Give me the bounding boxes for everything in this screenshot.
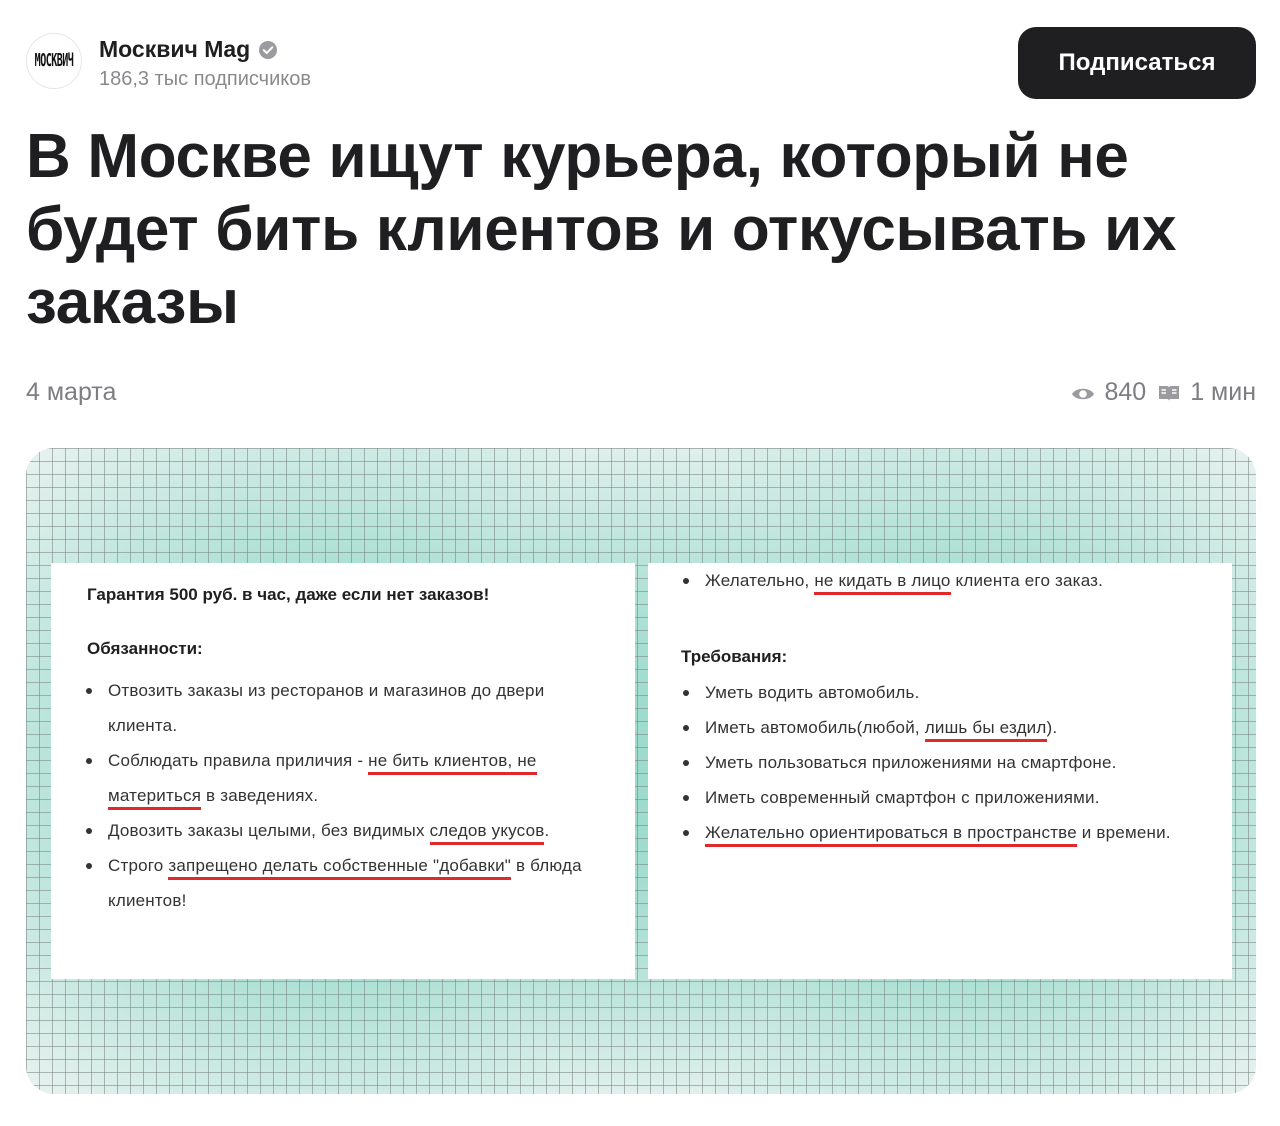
job-ad-left-panel	[51, 563, 635, 979]
requirements-heading: Требования:	[681, 647, 788, 666]
channel-name[interactable]	[99, 36, 278, 63]
list-text: Соблюдать правила приличия -	[108, 751, 369, 770]
list-text: Желательно,	[705, 571, 815, 590]
list-text: Иметь современный смартфон с приложениями.	[705, 788, 1100, 807]
guarantee-text: Гарантия 500 руб. в час, даже если нет заказов!	[87, 585, 490, 604]
list-item	[84, 813, 604, 848]
channel-avatar[interactable]	[26, 33, 82, 89]
list-item	[681, 675, 1201, 710]
read-time-stat	[1156, 378, 1256, 407]
list-text: в блюда клиентов!	[108, 856, 582, 910]
article-meta	[26, 374, 1256, 410]
list-item	[681, 745, 1201, 780]
list-text: Довозить заказы целыми, без видимых	[108, 821, 430, 840]
list-item	[84, 848, 604, 918]
views-count: 840	[1104, 378, 1147, 406]
list-item	[681, 815, 1201, 850]
list-text: Отвозить заказы из ресторанов и магазинов до двери клиента.	[108, 681, 545, 735]
views-stat	[1070, 378, 1146, 407]
underlined-text: следов укусов	[430, 821, 545, 845]
list-item	[681, 563, 1201, 598]
avatar-logo-text: МОСКВИЧ	[34, 51, 74, 71]
publish-date: 4 марта	[26, 378, 117, 406]
list-text: ).	[1046, 718, 1058, 737]
duties-list	[84, 673, 604, 918]
list-item	[681, 710, 1201, 745]
list-text: и времени.	[1076, 823, 1171, 842]
book-icon	[1156, 382, 1182, 404]
underlined-text: лишь бы ездил	[925, 718, 1047, 742]
list-text: Строго	[108, 856, 169, 875]
article-title: В Москве ищут курьера, который не будет бить клиентов и откусывать их заказы	[26, 122, 1177, 337]
list-text: .	[544, 821, 550, 840]
channel-name-label[interactable]: Москвич Mag	[99, 36, 251, 62]
subscriber-count: 186,3 тыс подписчиков	[99, 68, 311, 90]
list-text: Иметь автомобиль(любой,	[705, 718, 925, 737]
eye-icon	[1070, 382, 1096, 404]
list-text: в заведениях.	[201, 786, 319, 805]
wishes-list	[681, 563, 1201, 598]
underlined-text: Желательно ориентироваться в пространстве	[705, 823, 1077, 847]
channel-header	[26, 30, 1256, 100]
read-time: 1 мин	[1190, 378, 1256, 406]
verified-check-icon	[258, 40, 278, 60]
list-text: Уметь водить автомобиль.	[705, 683, 920, 702]
list-text: клиента его заказ.	[950, 571, 1104, 590]
duties-heading: Обязанности:	[87, 639, 203, 658]
list-item	[681, 780, 1201, 815]
subscribe-button[interactable]: Подписаться	[1018, 27, 1256, 99]
job-ad-right-panel	[648, 563, 1232, 979]
underlined-text: не бить клиентов, не материться	[108, 751, 537, 810]
list-text: Уметь пользоваться приложениями на смартфоне.	[705, 753, 1117, 772]
requirements-list	[681, 675, 1201, 850]
underlined-text: не кидать в лицо	[814, 571, 950, 595]
article-image[interactable]	[26, 448, 1256, 1094]
list-item	[84, 743, 604, 813]
article-stats	[1070, 378, 1256, 407]
list-item	[84, 673, 604, 743]
underlined-text: запрещено делать собственные "добавки"	[168, 856, 511, 880]
